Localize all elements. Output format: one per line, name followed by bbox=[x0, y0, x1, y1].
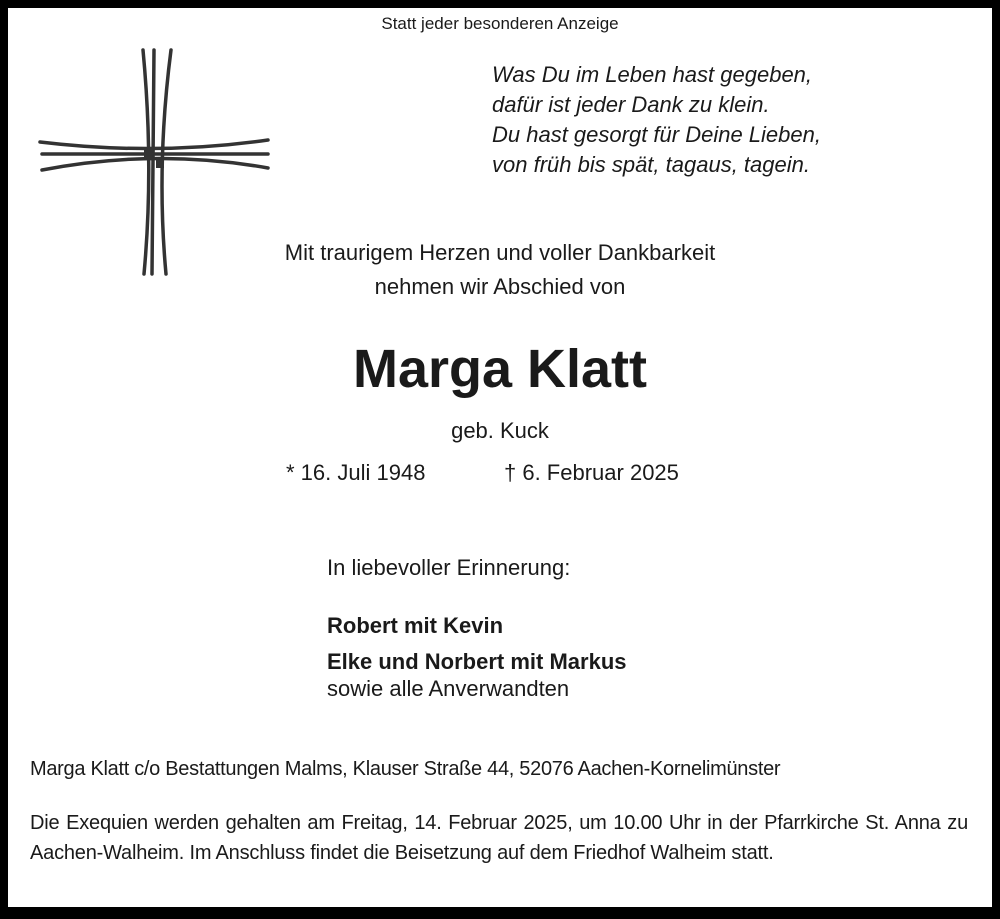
maiden-name: geb. Kuck bbox=[451, 418, 549, 443]
intro bbox=[8, 236, 992, 304]
mourner: Elke und Norbert mit Markus bbox=[327, 649, 627, 674]
relatives: sowie alle Anverwandten bbox=[327, 676, 570, 701]
death-date: † 6. Februar 2025 bbox=[504, 460, 679, 485]
poem bbox=[492, 60, 821, 180]
intro-line: nehmen wir Abschied von bbox=[374, 274, 626, 299]
mourner: Robert mit Kevin bbox=[327, 613, 504, 638]
mourners bbox=[327, 608, 627, 680]
birth-date: * 16. Juli 1948 bbox=[286, 460, 426, 485]
memory-label: In liebevoller Erinnerung: bbox=[327, 555, 571, 580]
deceased-name: Marga Klatt bbox=[352, 339, 648, 399]
address: Marga Klatt c/o Bestattungen Malms, Klauser Straße 44, 52076 Aachen-Kornelimünster bbox=[30, 758, 781, 780]
service-info: Die Exequien werden gehalten am Freitag, 14. Februar 2025, um 10.00 Uhr in der Pfarrkirche St. Anna zu Aachen-Walheim. Im Anschluss findet die Beisetzung auf dem Friedhof Walheim statt. bbox=[30, 812, 968, 864]
poem-line: dafür ist jeder Dank zu klein. bbox=[492, 92, 770, 117]
death-notice bbox=[8, 8, 992, 907]
poem-line: von früh bis spät, tagaus, tagein. bbox=[492, 152, 810, 177]
poem-line: Was Du im Leben hast gegeben, bbox=[492, 62, 813, 87]
intro-line: Mit traurigem Herzen und voller Dankbarkeit bbox=[284, 240, 716, 265]
header-text: Statt jeder besonderen Anzeige bbox=[381, 14, 619, 33]
poem-line: Du hast gesorgt für Deine Lieben, bbox=[492, 122, 821, 147]
